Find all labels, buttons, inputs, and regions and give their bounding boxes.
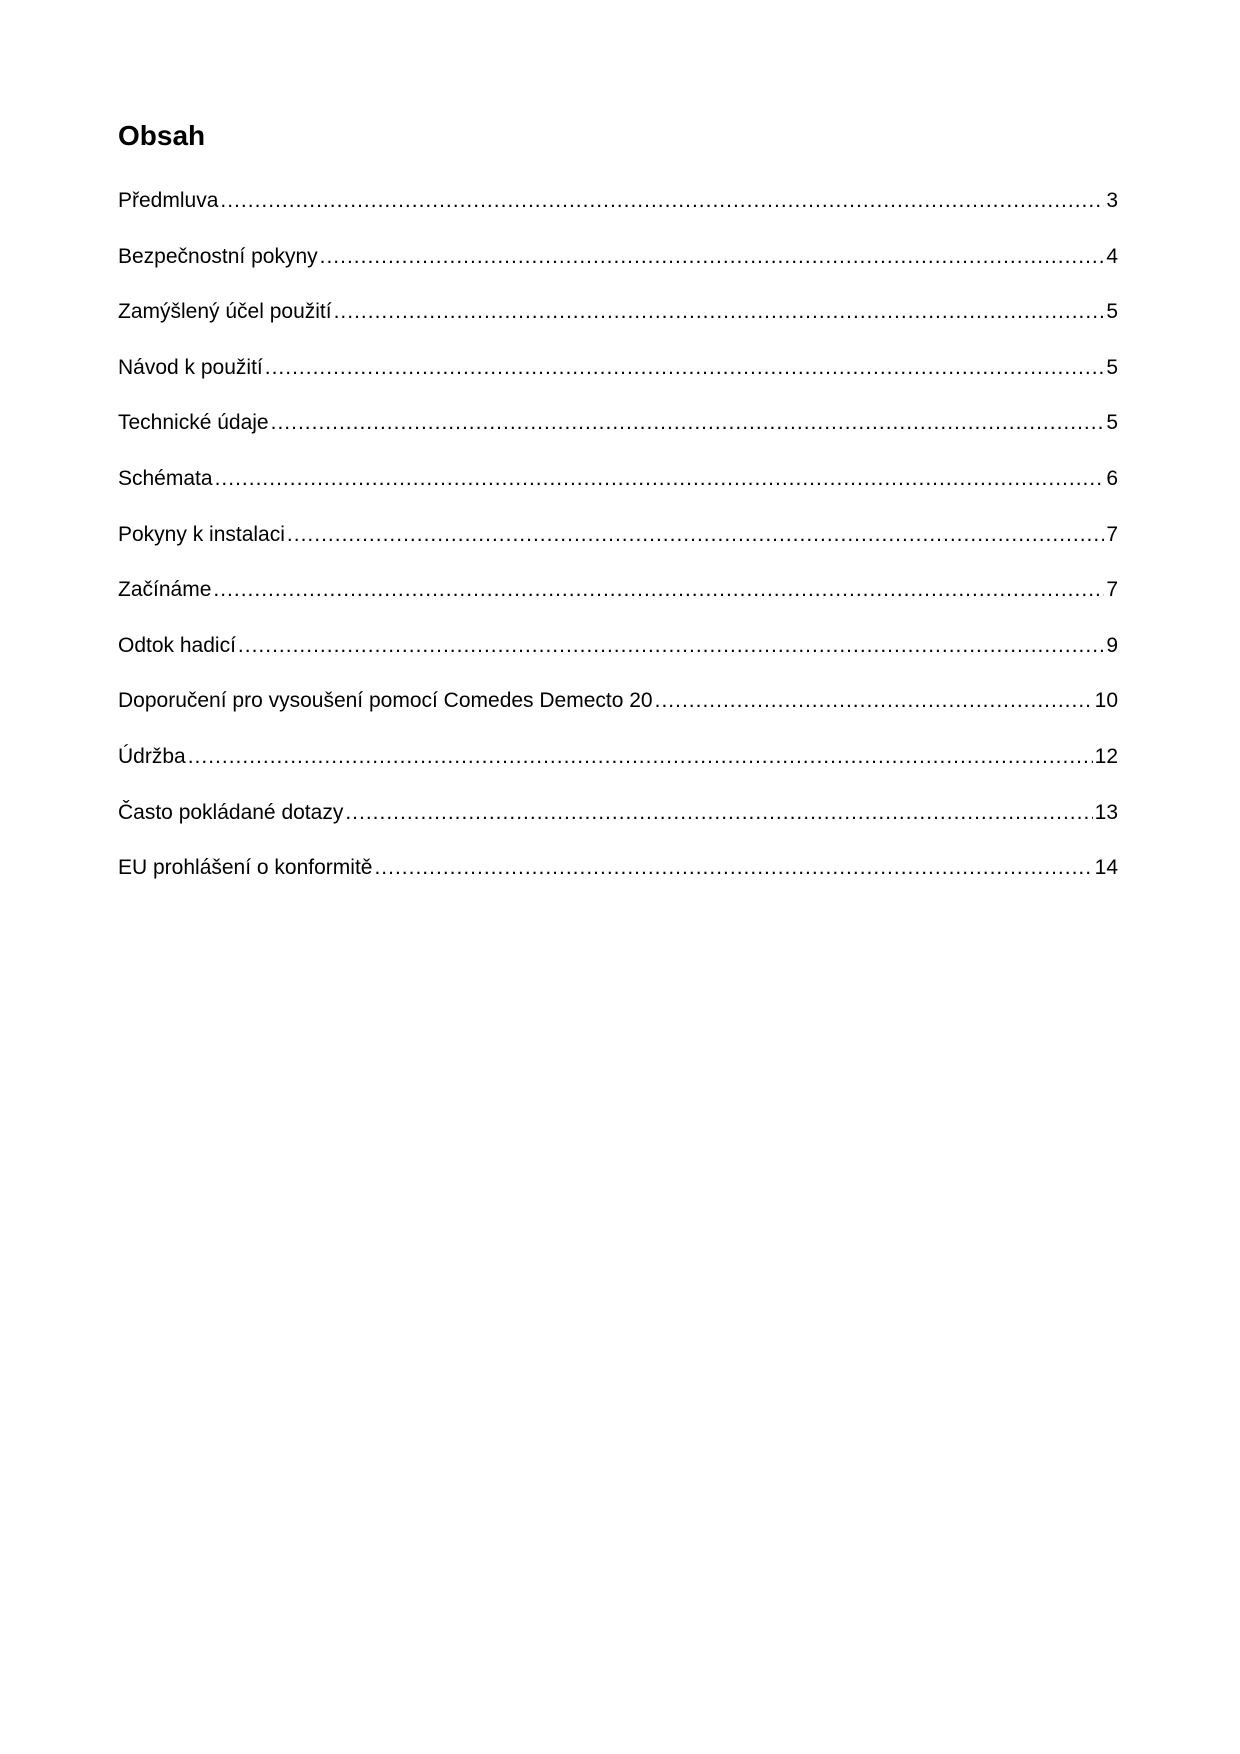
toc-entry[interactable] xyxy=(118,798,1118,854)
toc-dot-leader xyxy=(238,631,1104,661)
toc-entry-label: Předmluva xyxy=(118,189,219,212)
toc-entry[interactable] xyxy=(118,575,1118,631)
toc-entry-label: Často pokládané dotazy xyxy=(118,800,344,824)
toc-entry-page: 3 xyxy=(1106,189,1118,212)
toc-entry-label: Odtok hadicí xyxy=(118,633,236,657)
toc-entry[interactable] xyxy=(118,853,1118,909)
toc-entry-label: Technické údaje xyxy=(118,411,269,435)
toc-entry-page: 12 xyxy=(1094,744,1118,768)
toc-entry-page: 7 xyxy=(1106,578,1118,602)
table-of-contents xyxy=(118,186,1118,909)
toc-entry-label: Doporučení pro vysoušení pomocí Comedes Demecto 20 xyxy=(118,689,653,713)
toc-dot-leader xyxy=(188,742,1093,772)
toc-entry-page: 7 xyxy=(1106,522,1118,546)
toc-entry-page: 13 xyxy=(1094,800,1118,824)
toc-entry-page: 6 xyxy=(1106,466,1118,490)
toc-dot-leader xyxy=(320,242,1105,272)
toc-entry[interactable] xyxy=(118,631,1118,687)
toc-entry-page: 4 xyxy=(1106,244,1118,268)
toc-entry-label: Návod k použití xyxy=(118,355,263,379)
toc-entry-label: EU prohlášení o konformitě xyxy=(118,856,373,880)
toc-entry[interactable] xyxy=(118,686,1118,742)
toc-entry-page: 5 xyxy=(1106,355,1118,379)
toc-entry[interactable] xyxy=(118,520,1118,576)
toc-dot-leader xyxy=(271,408,1105,438)
toc-entry-label: Schémata xyxy=(118,466,213,490)
page-title: Obsah xyxy=(118,120,206,151)
toc-entry-label: Údržba xyxy=(118,744,186,768)
toc-entry-page: 5 xyxy=(1106,411,1118,435)
toc-entry-page: 5 xyxy=(1106,300,1118,324)
toc-entry[interactable] xyxy=(118,353,1118,409)
toc-dot-leader xyxy=(213,575,1104,605)
toc-dot-leader xyxy=(345,798,1092,828)
toc-entry[interactable] xyxy=(118,742,1118,798)
toc-entry[interactable] xyxy=(118,464,1118,520)
toc-dot-leader xyxy=(265,353,1105,383)
toc-entry[interactable] xyxy=(118,297,1118,353)
toc-entry-label: Bezpečnostní pokyny xyxy=(118,244,318,268)
toc-entry-label: Začínáme xyxy=(118,578,212,602)
toc-entry[interactable] xyxy=(118,408,1118,464)
toc-entry-page: 9 xyxy=(1106,633,1118,657)
toc-entry[interactable] xyxy=(118,186,1118,242)
toc-dot-leader xyxy=(287,520,1104,550)
toc-dot-leader xyxy=(215,464,1105,494)
toc-entry-page: 10 xyxy=(1094,689,1118,713)
toc-dot-leader xyxy=(655,686,1093,716)
toc-dot-leader xyxy=(334,297,1105,327)
toc-entry-label: Pokyny k instalaci xyxy=(118,522,285,546)
toc-dot-leader xyxy=(374,853,1092,883)
toc-entry-label: Zamýšlený účel použití xyxy=(118,300,332,324)
toc-entry[interactable] xyxy=(118,242,1118,298)
toc-dot-leader xyxy=(220,186,1104,216)
toc-entry-page: 14 xyxy=(1094,856,1118,880)
